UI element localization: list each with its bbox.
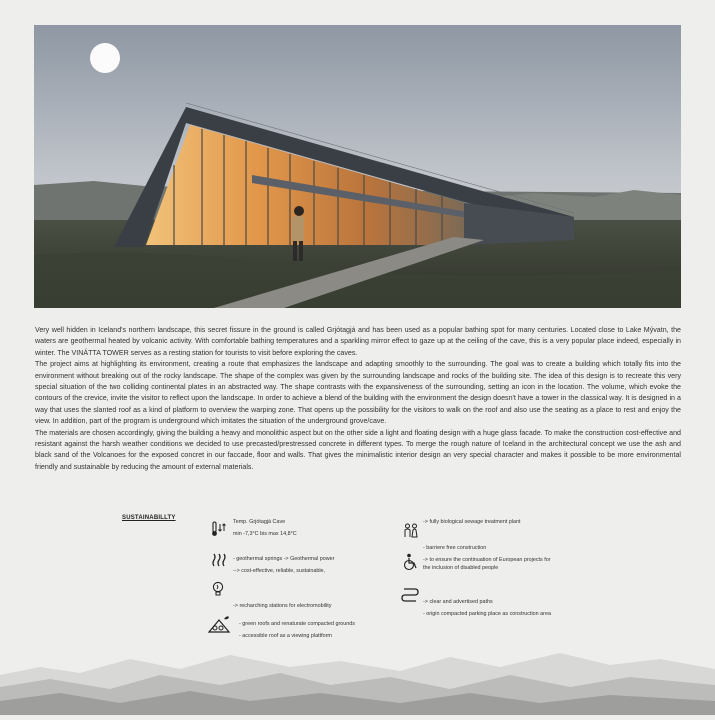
barrier-free: - barriere free construction — [423, 545, 487, 551]
green-roof-icon — [207, 614, 231, 634]
clear-paths: -> clear and advertised paths — [423, 599, 493, 605]
temp-range: min -7,3°C bis max 14,8°C — [233, 531, 297, 537]
hero-render-image — [34, 25, 681, 308]
accessible-roof: - accessible roof as a viewing plattform — [239, 633, 332, 639]
paragraph-location: Very well hidden in Iceland's northern landscape, this secret fissure in the ground is called Grjótagjá and has been used as a popular bathing spot for many centuries. Located close to Lake Mývatn, the waters are geothermal heated by volcanic activity. With comfortable bathing temperatures and a sparkling mirror effect to gaze up at the ceiling of the cave, this is a very popular place indeed, especially in winter. The VINÁTTA TOWER serves as a resting station for tourists to visit before exploring the caves. — [35, 326, 681, 357]
charging-stations: -> recharching stations for electromobility — [233, 603, 332, 609]
project-description — [35, 325, 681, 473]
people-icon — [403, 523, 419, 539]
mountain-silhouette — [0, 645, 715, 715]
sewage-plant: -> fully biological sewage treatment plant — [423, 519, 521, 525]
wheelchair-icon — [402, 553, 420, 571]
paragraph-materials: The materials are chosen accordingly, giving the building a heavy and monolithic aspect but on the other side a light and floating design with a huge glass facade. To make the construction cost-effective and resistant against the harsh weather conditions we decided to use precasted/prestressed concrete in different types. To merge the rough nature of Iceland in the architectural concept we use the ash and black sand of the Volcanoes for the exposed concret in our faccade, floor and walls. That gives the minimalistic interior design an very special character and makes it possible to be more environmental friendly and sustainable by reducing the amount of external materials. — [35, 428, 681, 471]
paragraph-concept: The project aims at highlighting its environment, creating a route that emphasizes the landscape and adapting smoothly to the surrounding. The goal was to create a building which totally fits into the environment without breaking out of the rocky landscape. The shape of the complex was given by the surrounding landscape and rocks of the building site. The idea of this design is to recreate this very special situation of the two colliding continental plates in an abstracted way. The shape contrasts with the expansiveness of the surrounding, setting an icon in the location. The volume, which evoke the contours of the crevice, invite the visitor to reflect upon the landscape. In order to achieve a blend of the building with the environment the design doesn't have a tower in the classical way. It is designed in a way that uses the slanted roof as a kind of platform to overview the warping zone. That opens up the possibility for the visitors to walk on the roof and also use the seating as a place to rest and enjoy the view. In addition, part of the program is underground which imitates the situation of the underground grove/cave. — [35, 360, 681, 426]
path-icon — [401, 587, 419, 603]
eu-projects-line-1: -> to ensure the continuation of European projects for — [423, 557, 551, 563]
geothermal-line-1: - geothermal springs -> Geothermal power — [233, 556, 335, 562]
eu-projects-line-2: the inclusion of disabled people — [423, 565, 499, 571]
thermometer-icon — [210, 521, 228, 537]
lightbulb-icon — [211, 581, 225, 597]
geothermal-line-2: --> cost-effective, reliable, sustainable, — [233, 568, 326, 574]
geothermal-waves-icon — [212, 553, 228, 567]
compacted-parking: - origin compacted parking place as construction area — [423, 611, 551, 617]
sustainability-heading: SUSTAINABILLTY — [122, 515, 176, 521]
moon-shape — [90, 43, 120, 73]
temp-label: Temp. Grjótagjá Cave — [233, 519, 286, 525]
green-roofs: - green roofs and renaturate compacted grounds — [239, 621, 355, 627]
